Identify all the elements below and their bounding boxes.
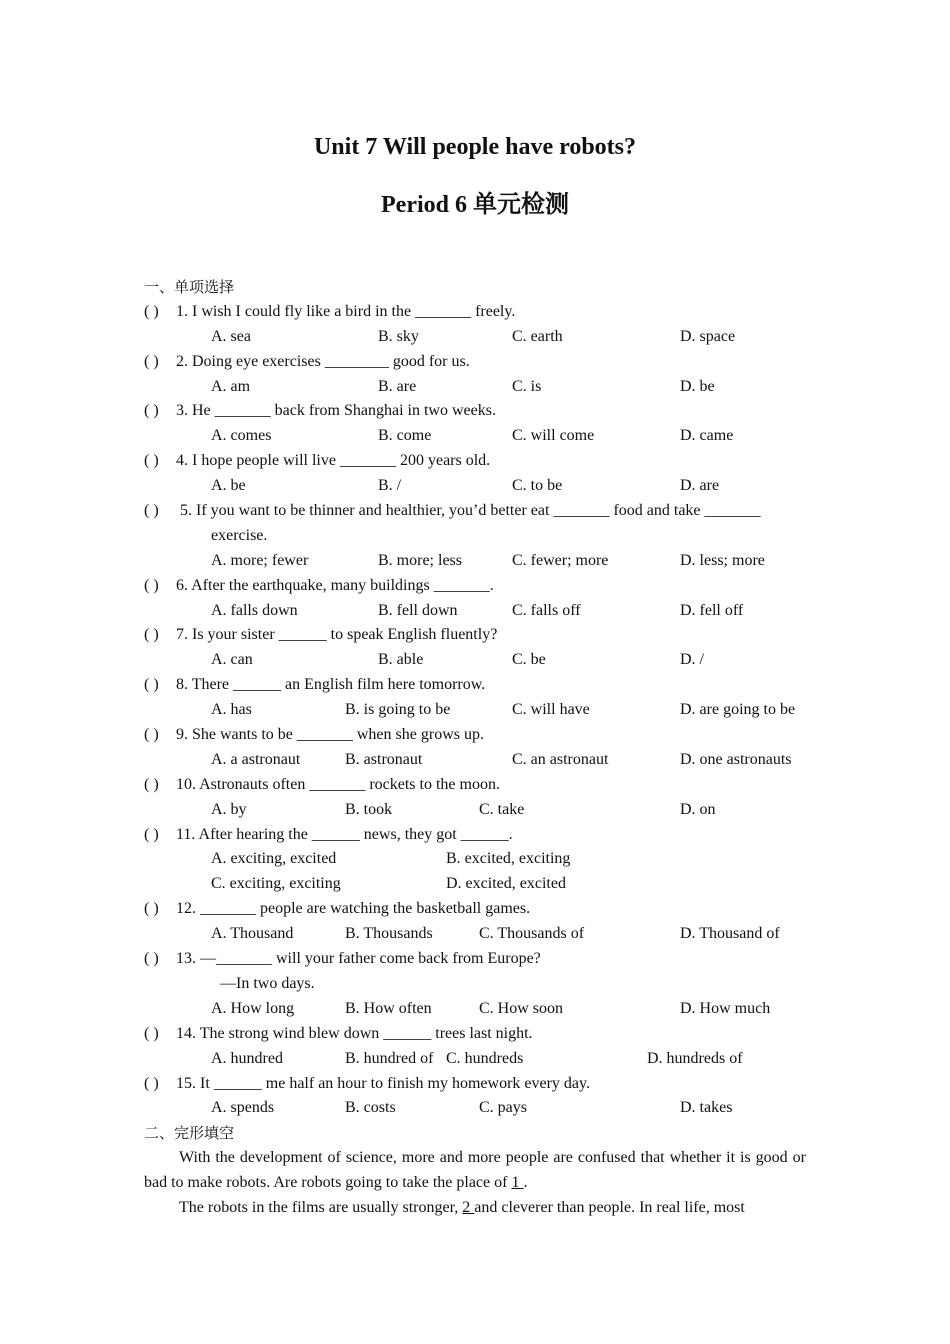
question-9	[144, 723, 806, 748]
option-d[interactable]: D. How much	[680, 999, 771, 1017]
question-12-options	[144, 922, 806, 947]
option-d[interactable]: D. /	[680, 651, 704, 669]
option-b[interactable]: B. come	[378, 427, 432, 445]
option-a[interactable]: A. Thousand	[211, 925, 294, 943]
question-13	[144, 947, 806, 972]
question-4-options	[144, 474, 806, 499]
question-stem: 5. If you want to be thinner and healthier, you’d better eat _______ food and take _______	[180, 502, 761, 520]
answer-paren[interactable]: ( )	[144, 825, 159, 843]
option-b[interactable]: B. excited, exciting	[446, 850, 571, 868]
option-b[interactable]: B. /	[378, 477, 402, 495]
question-stem: 10. Astronauts often _______ rockets to the moon.	[176, 775, 500, 793]
option-a[interactable]: A. can	[211, 651, 253, 669]
question-11-options-row-1	[144, 847, 806, 872]
option-d[interactable]: D. excited, excited	[446, 875, 566, 893]
option-a[interactable]: A. spends	[211, 1099, 275, 1117]
question-2	[144, 350, 806, 375]
question-5	[144, 499, 806, 524]
option-c[interactable]: C. earth	[512, 327, 563, 345]
option-a[interactable]: A. How long	[211, 999, 295, 1017]
option-c[interactable]: C. How soon	[479, 999, 564, 1017]
question-stem: 2. Doing eye exercises ________ good for us.	[176, 352, 470, 370]
option-b[interactable]: B. hundred of	[345, 1049, 434, 1067]
option-c[interactable]: C. take	[479, 800, 525, 818]
question-10	[144, 773, 806, 798]
question-11-options-row-2	[144, 872, 806, 897]
question-14	[144, 1022, 806, 1047]
option-b[interactable]: B. Thousands	[345, 925, 433, 943]
option-b[interactable]: B. sky	[378, 327, 419, 345]
section-heading-cloze: 二、完形填空	[144, 1124, 235, 1143]
option-a[interactable]: A. by	[211, 800, 247, 818]
question-stem: 7. Is your sister ______ to speak English fluently?	[176, 626, 498, 644]
option-d[interactable]: D. takes	[680, 1099, 733, 1117]
option-d[interactable]: D. one astronauts	[680, 750, 792, 768]
question-12	[144, 897, 806, 922]
option-b[interactable]: B. is going to be	[345, 701, 451, 719]
option-d[interactable]: D. hundreds of	[647, 1049, 743, 1067]
option-a[interactable]: A. am	[211, 377, 251, 395]
question-8-options	[144, 698, 806, 723]
question-15	[144, 1072, 806, 1097]
answer-paren[interactable]: ( )	[144, 1074, 159, 1092]
question-6-options	[144, 599, 806, 624]
answer-paren[interactable]: ( )	[144, 950, 159, 968]
question-7	[144, 623, 806, 648]
option-b[interactable]: B. able	[378, 651, 424, 669]
cloze-paragraph-1	[144, 1146, 806, 1196]
question-10-options	[144, 798, 806, 823]
section-heading-multiple-choice: 一、单项选择	[144, 278, 235, 296]
question-stem: 12. _______ people are watching the basketball games.	[176, 900, 531, 918]
answer-paren[interactable]: ( )	[144, 352, 159, 370]
question-14-options	[144, 1047, 806, 1072]
question-stem: 9. She wants to be _______ when she grows up.	[176, 726, 484, 744]
question-5-options	[144, 549, 806, 574]
answer-paren[interactable]: ( )	[144, 402, 159, 420]
option-b[interactable]: B. more; less	[378, 551, 462, 569]
option-c[interactable]: C. Thousands of	[479, 925, 585, 943]
question-3-options	[144, 424, 806, 449]
page-title: Unit 7 Will people have robots?	[313, 134, 637, 160]
option-a[interactable]: A. sea	[211, 327, 251, 345]
answer-paren[interactable]: ( )	[144, 900, 159, 918]
cloze-blank-1[interactable]: 1	[511, 1174, 524, 1192]
option-b[interactable]: B. fell down	[378, 601, 458, 619]
question-stem: 4. I hope people will live _______ 200 years old.	[176, 452, 491, 470]
option-d[interactable]: D. came	[680, 427, 734, 445]
option-a[interactable]: A. exciting, excited	[211, 850, 337, 868]
question-7-options	[144, 648, 806, 673]
option-a[interactable]: A. comes	[211, 427, 272, 445]
option-b[interactable]: B. astronaut	[345, 750, 423, 768]
question-1	[144, 300, 806, 325]
option-c[interactable]: C. falls off	[512, 601, 581, 619]
option-a[interactable]: A. a astronaut	[211, 750, 301, 768]
question-6	[144, 574, 806, 599]
question-stem: 3. He _______ back from Shanghai in two weeks.	[176, 402, 496, 420]
question-3	[144, 399, 806, 424]
option-d[interactable]: D. Thousand of	[680, 925, 780, 943]
question-13-reply: —In two days.	[220, 974, 315, 992]
question-stem: 11. After hearing the ______ news, they got ______.	[176, 825, 513, 843]
option-a[interactable]: A. hundred	[211, 1049, 283, 1067]
question-stem: 13. —_______ will your father come back from Europe?	[176, 950, 541, 968]
question-stem: 1. I wish I could fly like a bird in the _______ freely.	[176, 302, 516, 320]
option-b[interactable]: B. took	[345, 800, 393, 818]
paragraph-text: .	[523, 1174, 528, 1192]
option-b[interactable]: B. are	[378, 377, 417, 395]
question-stem: 15. It ______ me half an hour to finish my homework every day.	[176, 1074, 590, 1092]
paragraph-text: The robots in the films are usually stronger,	[179, 1198, 463, 1216]
question-4	[144, 449, 806, 474]
option-c[interactable]: C. an astronaut	[512, 750, 609, 768]
question-stem: 6. After the earthquake, many buildings _______.	[176, 576, 494, 594]
question-5-continuation: exercise.	[211, 526, 268, 544]
answer-paren[interactable]: ( )	[144, 676, 159, 694]
option-c[interactable]: C. to be	[512, 477, 563, 495]
cloze-blank-2[interactable]: 2	[462, 1198, 475, 1216]
option-a[interactable]: A. be	[211, 477, 246, 495]
paragraph-text: With the development of science, more and more people are confused that whether it is good or bad to make robots. Are robots going to take the place of	[144, 1149, 806, 1192]
paragraph-text: and cleverer than people. In real life, most	[474, 1198, 745, 1216]
option-d[interactable]: D. less; more	[680, 551, 765, 569]
option-a[interactable]: A. falls down	[211, 601, 298, 619]
question-11	[144, 823, 806, 848]
answer-paren[interactable]: ( )	[144, 1024, 159, 1042]
question-9-options	[144, 748, 806, 773]
question-8	[144, 673, 806, 698]
option-c[interactable]: C. is	[512, 377, 542, 395]
option-d[interactable]: D. fell off	[680, 601, 744, 619]
answer-paren[interactable]: ( )	[144, 302, 159, 320]
option-d[interactable]: D. are going to be	[680, 701, 796, 719]
option-a[interactable]: A. has	[211, 701, 252, 719]
question-2-options	[144, 375, 806, 400]
cloze-paragraph-2	[144, 1196, 806, 1221]
option-c[interactable]: C. exciting, exciting	[211, 875, 341, 893]
question-15-options	[144, 1096, 806, 1121]
worksheet-content	[144, 275, 806, 1221]
option-c[interactable]: C. pays	[479, 1099, 527, 1117]
option-b[interactable]: B. How often	[345, 999, 432, 1017]
answer-paren[interactable]: ( )	[144, 502, 159, 520]
option-d[interactable]: D. space	[680, 327, 736, 345]
answer-paren[interactable]: ( )	[144, 775, 159, 793]
answer-paren[interactable]: ( )	[144, 576, 159, 594]
option-b[interactable]: B. costs	[345, 1099, 396, 1117]
option-d[interactable]: D. are	[680, 477, 720, 495]
question-stem: 14. The strong wind blew down ______ trees last night.	[176, 1024, 533, 1042]
option-c[interactable]: C. will have	[512, 701, 590, 719]
option-d[interactable]: D. on	[680, 800, 716, 818]
option-c[interactable]: C. hundreds	[446, 1049, 524, 1067]
question-1-options	[144, 325, 806, 350]
option-c[interactable]: C. fewer; more	[512, 551, 609, 569]
answer-paren[interactable]: ( )	[144, 626, 159, 644]
question-13-options	[144, 997, 806, 1022]
answer-paren[interactable]: ( )	[144, 452, 159, 470]
option-c[interactable]: C. will come	[512, 427, 595, 445]
option-c[interactable]: C. be	[512, 651, 546, 669]
option-a[interactable]: A. more; fewer	[211, 551, 309, 569]
option-d[interactable]: D. be	[680, 377, 715, 395]
page-subtitle: Period 6 单元检测	[381, 192, 569, 218]
question-stem: 8. There ______ an English film here tomorrow.	[176, 676, 486, 694]
answer-paren[interactable]: ( )	[144, 726, 159, 744]
